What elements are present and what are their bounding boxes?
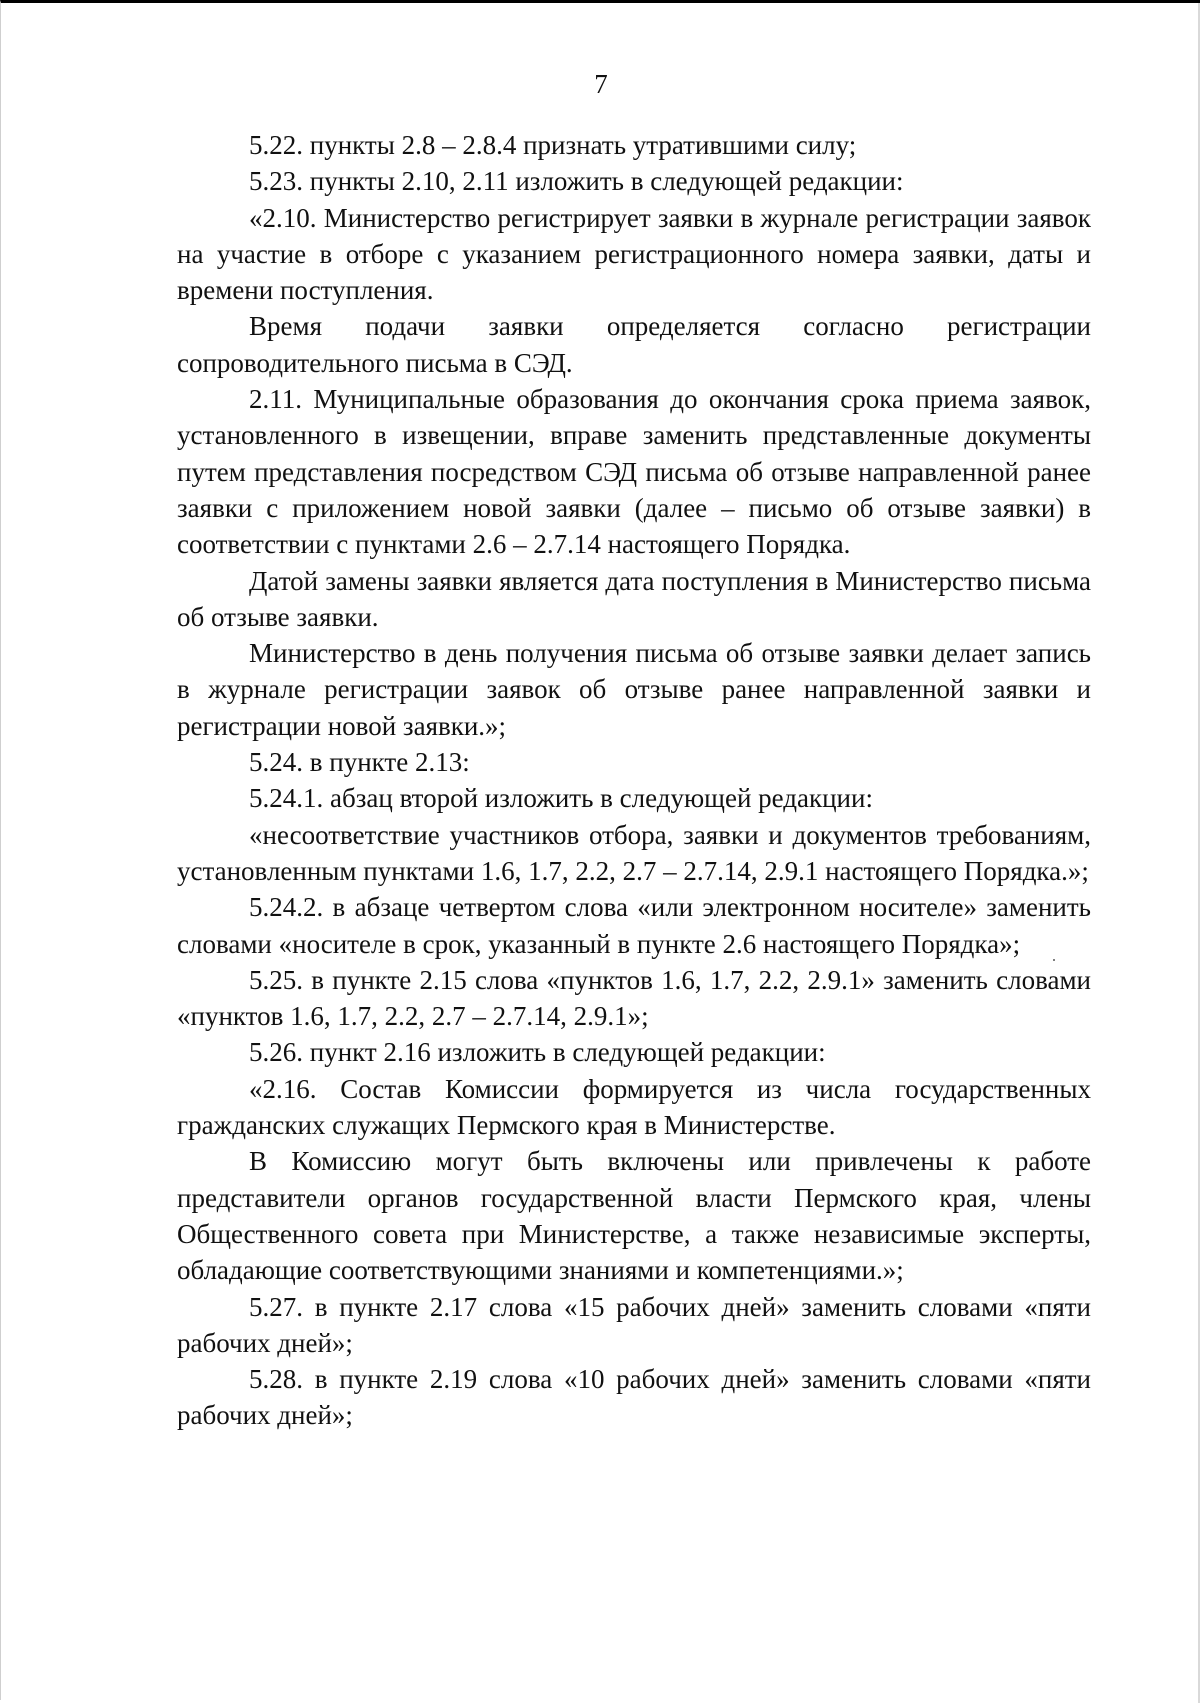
paragraph-2-16-commission: В Комиссию могут быть включены или привлечены к работе представители органов государственной власти Пермского края, члены Общественного совета при Министерстве, а также независимые эксперты, обладающие соответствующими знаниями и компетенциями.»;: [177, 1146, 1091, 1286]
paragraph-2-16: «2.16. Состав Комиссии формируется из числа государственных гражданских служащих Пермского края в Министерстве.: [177, 1073, 1091, 1141]
paragraph-5-27: 5.27. в пункте 2.17 слова «15 рабочих дней» заменить словами «пяти рабочих дней»;: [177, 1291, 1091, 1358]
paragraph-5-24-1-text: «несоответствие участников отбора, заявки и документов требованиям, установленным пунктами 1.6, 1.7, 2.2, 2.7 – 2.7.14, 2.9.1 настоящего Порядка.»;: [177, 819, 1091, 886]
paragraph-2-10-time: Время подачи заявки определяется согласно регистрации сопроводительного письма в СЭД.: [177, 311, 1091, 378]
paragraph-5-24-2: 5.24.2. в абзаце четвертом слова «или электронном носителе» заменить словами «носителе в срок, указанный в пункте 2.6 настоящего Порядка»;: [177, 892, 1091, 959]
page-number: 7: [594, 69, 608, 99]
paragraph-5-28: 5.28. в пункте 2.19 слова «10 рабочих дней» заменить словами «пяти рабочих дней»;: [177, 1364, 1091, 1431]
paragraph-5-25: 5.25. в пункте 2.15 слова «пунктов 1.6, 1.7, 2.2, 2.9.1» заменить словами «пунктов 1.6, 1.7, 2.2, 2.7 – 2.7.14, 2.9.1»;: [177, 964, 1091, 1032]
document-body: [177, 127, 1091, 1434]
paragraph-2-11: 2.11. Муниципальные образования до окончания срока приема заявок, установленного в извещении, вправе заменить представленные документы путем представления посредством СЭД письма об отзыве направленной ранее заявки с приложением новой заявки (далее – письмо об отзыве заявки) в соответствии с пунктами 2.6 – 2.7.14 настоящего Порядка.: [177, 384, 1091, 560]
paragraph-5-24: 5.24. в пункте 2.13:: [249, 747, 470, 778]
paragraph-5-24-1: 5.24.1. абзац второй изложить в следующей редакции:: [249, 783, 873, 814]
paragraph-2-10: «2.10. Министерство регистрирует заявки в журнале регистрации заявок на участие в отборе с указанием регистрационного номера заявки, даты и времени поступления.: [177, 202, 1091, 306]
paragraph-2-11-record: Министерство в день получения письма об отзыве заявки делает запись в журнале регистрации заявок об отзыве ранее направленной заявки и регистрации новой заявки.»;: [177, 638, 1091, 741]
paragraph-5-26: 5.26. пункт 2.16 изложить в следующей редакции:: [249, 1037, 826, 1068]
paragraph-5-22: 5.22. пункты 2.8 – 2.8.4 признать утратившими силу;: [249, 130, 857, 160]
paragraph-5-23: 5.23. пункты 2.10, 2.11 изложить в следующей редакции:: [249, 166, 904, 197]
paragraph-2-11-date: Датой замены заявки является дата поступления в Министерство письма об отзыве заявки.: [177, 565, 1091, 632]
